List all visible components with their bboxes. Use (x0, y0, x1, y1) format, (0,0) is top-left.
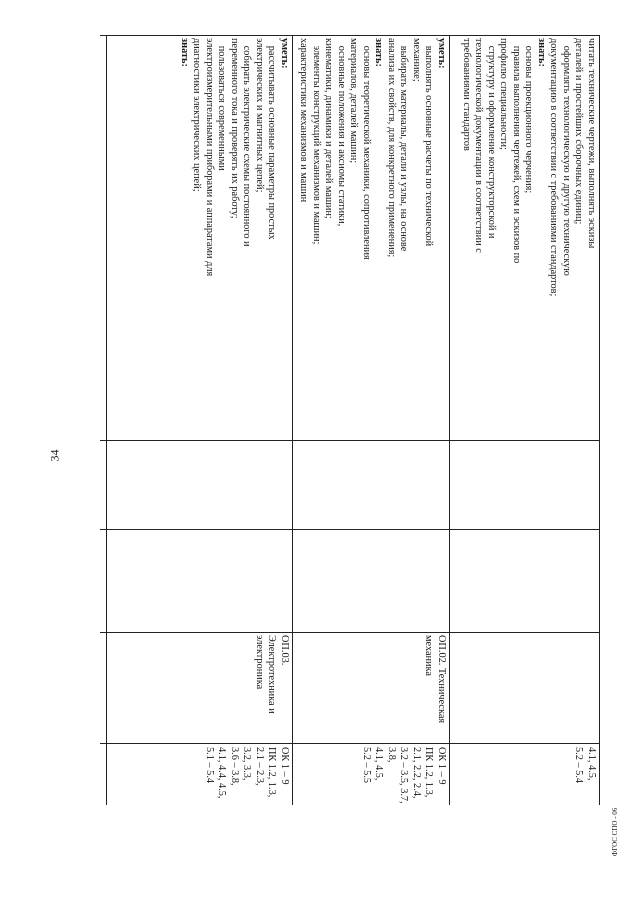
list-item: требованиями стандартов (461, 38, 472, 151)
list-item: структуру и оформление конструкторской и (486, 38, 497, 239)
list-item: основные положения и аксиомы статики, (336, 38, 347, 227)
competency-line: 3.2 – 3.5, 3.7, (398, 747, 410, 804)
discipline-line: Электротехника и (266, 635, 278, 714)
discipline-line: механика (423, 635, 435, 676)
competencies-cell (572, 747, 597, 805)
section-label: уметь: (279, 38, 290, 69)
list-item: деталей и простейших сборочных единиц; (573, 38, 585, 225)
table-divider (100, 529, 600, 530)
discipline-line: ОП.02. Техническая (436, 635, 447, 724)
table-row (297, 38, 447, 438)
list-item: технологической документации в соответствии с (473, 38, 485, 253)
section-label: знать: (536, 38, 547, 67)
list-item: элементы конструкций механизмов и машин; (311, 38, 322, 245)
competency-line: 3.2, 3.3, (241, 747, 253, 781)
competency-line: 2.1, 2.2, 2.4, (411, 747, 422, 799)
list-item: выбирать материалы, детали и узлы, на основе (398, 38, 410, 252)
table-border-bottom (106, 35, 107, 805)
competency-line: ПК 1.2, 1.3, (423, 747, 435, 798)
competency-line: 3.6 – 3.8, (229, 747, 240, 786)
list-item: профилю специальности; (498, 38, 510, 150)
table-divider (100, 440, 600, 441)
list-item: оформлять технологическую и другую техническую (561, 38, 572, 276)
competency-line: 4.1, 4.5, (373, 747, 385, 781)
discipline-line: электроника (254, 635, 265, 690)
list-item: документацию в соответствии с требованиями стандартов; (548, 38, 560, 297)
list-item: механике; (411, 38, 422, 82)
list-item: электрических и магнитных цепей; (254, 38, 265, 193)
competency-line: 4.1, 4.4, 4.5, (216, 747, 228, 799)
table-border-top (599, 35, 600, 805)
section-label: уметь: (436, 38, 447, 69)
competency-line: 3.8, (386, 747, 397, 763)
footer-code: ФГОС СПО - 06 (611, 807, 619, 857)
list-item: основы теоретической механики, сопротивления (361, 38, 372, 260)
table-row (178, 38, 291, 438)
page-number: 34 (47, 449, 62, 462)
list-item: электроизмерительными приборами и аппаратами для (204, 38, 215, 277)
competency-line: 5.1 – 5.4 (204, 747, 215, 784)
list-item: кинематики, динамики и деталей машин; (323, 38, 335, 219)
list-item: пользоваться современными (216, 38, 228, 171)
list-item: диагностики электрических цепей; (191, 38, 203, 192)
competency-line: 4.1, 4.5, (586, 747, 597, 781)
discipline-cell (253, 635, 291, 740)
list-item: правила выполнения чертежей, схем и эскизов по (511, 38, 522, 264)
table-divider (449, 35, 450, 805)
competencies-cell (203, 747, 291, 805)
section-label: знать: (373, 38, 385, 67)
table-row (460, 38, 598, 438)
discipline-cell (422, 635, 447, 740)
list-item: материалов, деталей машин; (348, 38, 360, 164)
competency-line: 2.1 – 2.3, (254, 747, 265, 786)
rotated-table (100, 35, 600, 805)
table-divider (292, 35, 293, 805)
section-label: знать: (179, 38, 190, 67)
list-item: переменного тока и проверять их работу; (229, 38, 240, 219)
competency-line: 5.2 – 5.4 (573, 747, 585, 784)
list-item: характеристики механизмов и машин (298, 38, 310, 203)
list-item: рассчитывать основные параметры простых (266, 38, 278, 240)
list-item: основы проекционного черчения; (523, 38, 535, 194)
competencies-cell (360, 747, 448, 805)
discipline-line: ОП.03. (279, 635, 290, 666)
list-item: выполнять основные расчеты по технической (423, 38, 435, 247)
table-divider (100, 632, 600, 633)
competency-line: 5.2 – 5.5 (361, 747, 372, 784)
competency-line: ОК 1 – 9 (436, 747, 447, 785)
list-item: собирать электрические схемы постоянного и (241, 38, 253, 247)
table-divider (100, 743, 600, 744)
competency-line: ОК 1 – 9 (279, 747, 290, 785)
competency-line: ПК 1.2, 1.3, (266, 747, 278, 798)
table-border-left (100, 35, 600, 36)
list-item: читать технические чертежи, выполнять эскизы (586, 38, 597, 249)
list-item: анализа их свойств, для конкретного применения; (386, 38, 397, 258)
